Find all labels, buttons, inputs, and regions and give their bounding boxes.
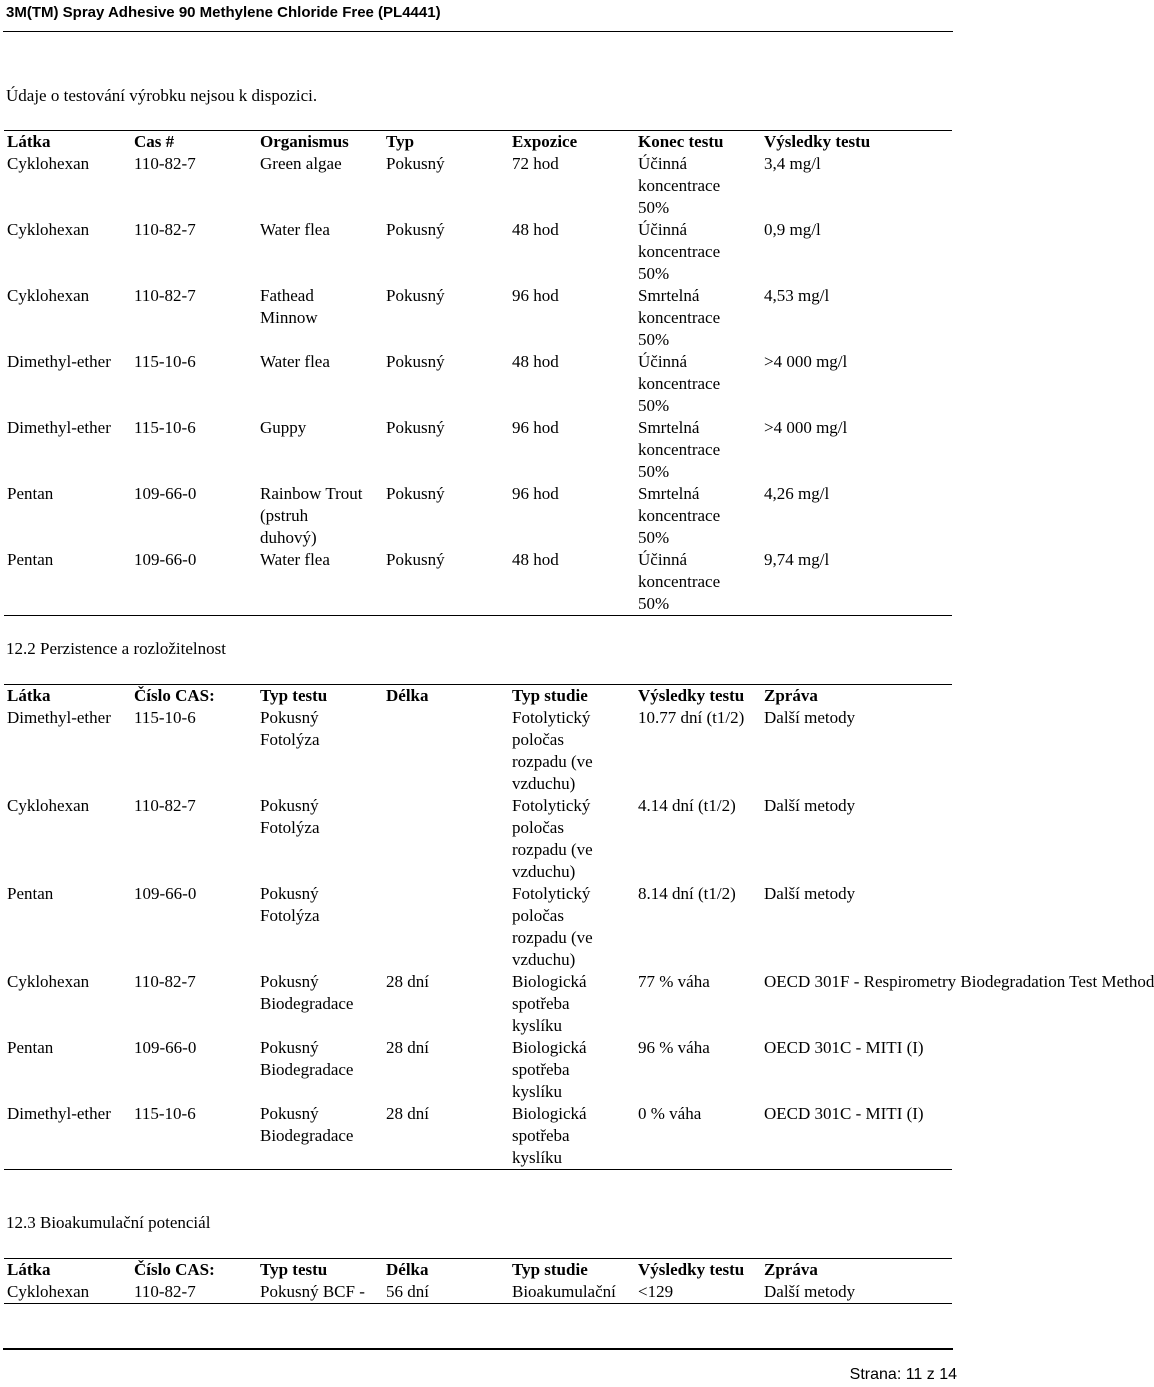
table-cell: Účinná koncentrace 50% — [638, 550, 721, 613]
table-cell: Účinná koncentrace 50% — [638, 154, 721, 217]
table-cell: 56 dní — [386, 1282, 429, 1301]
table-cell: Další metody — [764, 796, 856, 815]
table-cell: 109-66-0 — [134, 1038, 197, 1057]
table-row — [4, 153, 952, 219]
table-cell: Fotolytický poločas rozpadu (ve vzduchu) — [512, 708, 593, 793]
column-header: Látka — [7, 132, 51, 151]
table-cell: Biologická spotřeba kyslíku — [512, 1038, 587, 1101]
table-cell: Pentan — [7, 884, 54, 903]
table-cell: Cyklohexan — [7, 796, 90, 815]
column-header: Číslo CAS: — [134, 686, 215, 705]
table-row — [4, 795, 952, 883]
footer-rule — [3, 1348, 953, 1350]
table-cell: Další metody — [764, 708, 856, 727]
table-header-row — [4, 1259, 952, 1282]
table-cell: Bioakumulační — [512, 1282, 616, 1301]
table-cell: Biologická spotřeba kyslíku — [512, 1104, 587, 1167]
document-title: 3M(TM) Spray Adhesive 90 Methylene Chloride Free (PL4441) — [6, 4, 441, 21]
table-cell: 110-82-7 — [134, 1282, 196, 1301]
table-cell: 109-66-0 — [134, 884, 197, 903]
column-header: Cas # — [134, 132, 175, 151]
table-cell: Dimethyl-ether — [7, 352, 111, 371]
header-rule — [3, 31, 953, 32]
table-row — [4, 417, 952, 483]
table-cell: Smrtelná koncentrace 50% — [638, 286, 721, 349]
table-cell: 110-82-7 — [134, 796, 196, 815]
table-cell: Pokusný Biodegradace — [260, 1104, 354, 1145]
column-header: Typ testu — [260, 686, 328, 705]
table-cell: 0,9 mg/l — [764, 220, 821, 239]
column-header: Organismus — [260, 132, 349, 151]
ecotoxicity-table — [4, 130, 952, 616]
table-cell: Pokusný Fotolýza — [260, 884, 320, 925]
table-cell: Pokusný — [386, 418, 445, 437]
table-row — [4, 971, 952, 1037]
table-cell: Cyklohexan — [7, 220, 90, 239]
table-cell: Smrtelná koncentrace 50% — [638, 484, 721, 547]
column-header: Látka — [7, 1260, 51, 1279]
table-cell: Cyklohexan — [7, 286, 90, 305]
table-cell: Fathead Minnow — [260, 286, 318, 327]
table-cell: 0 % váha — [638, 1104, 702, 1123]
section-heading-bioaccumulation: 12.3 Bioakumulační potenciál — [6, 1213, 211, 1232]
column-header: Délka — [386, 686, 429, 705]
table-cell: Smrtelná koncentrace 50% — [638, 418, 721, 481]
table-cell: Fotolytický poločas rozpadu (ve vzduchu) — [512, 884, 593, 969]
table-cell: 72 hod — [512, 154, 559, 173]
table-header-row — [4, 131, 952, 154]
table-cell: 4,26 mg/l — [764, 484, 830, 503]
column-header: Délka — [386, 1260, 429, 1279]
persistence-table — [4, 684, 1154, 1170]
table-cell: 115-10-6 — [134, 418, 196, 437]
table-cell: OECD 301C - MITI (I) — [764, 1038, 924, 1057]
table-cell: Guppy — [260, 418, 307, 437]
table-cell: Pokusný Biodegradace — [260, 972, 354, 1013]
page-number: Strana: 11 z 14 — [849, 1366, 957, 1383]
table-row — [4, 219, 952, 285]
table-cell: Pokusný — [386, 484, 445, 503]
table-cell: Účinná koncentrace 50% — [638, 352, 721, 415]
table-cell: 115-10-6 — [134, 1104, 196, 1123]
table-cell: 115-10-6 — [134, 352, 196, 371]
table-row — [4, 549, 952, 616]
table-row — [4, 351, 952, 417]
column-header: Látka — [7, 686, 51, 705]
table-cell: Pentan — [7, 1038, 54, 1057]
table-cell: Pentan — [7, 484, 54, 503]
table-cell: 3,4 mg/l — [764, 154, 821, 173]
table-cell: OECD 301F - Respirometry Biodegradation Test Method — [764, 972, 1154, 991]
table-cell: Green algae — [260, 154, 342, 173]
table-cell: 115-10-6 — [134, 708, 196, 727]
table-cell: 48 hod — [512, 220, 559, 239]
table-cell: <129 — [638, 1282, 674, 1301]
table-cell: 96 % váha — [638, 1038, 710, 1057]
table-cell: 96 hod — [512, 286, 559, 305]
column-header: Zpráva — [764, 1260, 818, 1279]
bioaccumulation-table — [4, 1258, 952, 1304]
table-cell: 9,74 mg/l — [764, 550, 830, 569]
table-cell: Účinná koncentrace 50% — [638, 220, 721, 283]
table-cell: 110-82-7 — [134, 220, 196, 239]
table-cell — [383, 795, 509, 883]
table-cell — [383, 707, 509, 795]
table-cell: >4 000 mg/l — [764, 418, 848, 437]
table-cell: Biologická spotřeba kyslíku — [512, 972, 587, 1035]
table-cell: 48 hod — [512, 352, 559, 371]
table-row — [4, 707, 952, 795]
column-header: Expozice — [512, 132, 578, 151]
column-header: Výsledky testu — [638, 686, 745, 705]
table-cell: 110-82-7 — [134, 972, 196, 991]
table-cell: Další metody — [764, 884, 856, 903]
table-cell: Dimethyl-ether — [7, 418, 111, 437]
table-cell: 8.14 dní (t1/2) — [638, 884, 736, 903]
table-cell: Dimethyl-ether — [7, 708, 111, 727]
table-cell: 96 hod — [512, 484, 559, 503]
table-cell: 109-66-0 — [134, 484, 197, 503]
section-heading-persistence: 12.2 Perzistence a rozložitelnost — [6, 639, 226, 658]
table-cell: 96 hod — [512, 418, 559, 437]
table-row — [4, 1103, 952, 1170]
column-header: Typ studie — [512, 686, 588, 705]
table-cell: 4.14 dní (t1/2) — [638, 796, 736, 815]
table-cell: Pokusný — [386, 352, 445, 371]
table-cell: Další metody — [764, 1282, 856, 1301]
table-cell: 10.77 dní (t1/2) — [638, 708, 745, 727]
column-header: Výsledky testu — [764, 132, 871, 151]
table-cell — [383, 883, 509, 971]
table-cell: Pokusný — [386, 550, 445, 569]
table-header-row — [4, 685, 952, 708]
column-header: Konec testu — [638, 132, 724, 151]
table-row — [4, 883, 952, 971]
column-header: Typ — [386, 132, 415, 151]
table-cell: Water flea — [260, 352, 330, 371]
table-cell: 110-82-7 — [134, 154, 196, 173]
column-header: Typ testu — [260, 1260, 328, 1279]
table-cell: 28 dní — [386, 972, 429, 991]
table-cell: 28 dní — [386, 1038, 429, 1057]
column-header: Výsledky testu — [638, 1260, 745, 1279]
column-header: Zpráva — [764, 686, 818, 705]
table-cell: Pokusný Fotolýza — [260, 708, 320, 749]
table-cell: Pokusný — [386, 154, 445, 173]
table-row — [4, 1281, 952, 1304]
column-header: Číslo CAS: — [134, 1260, 215, 1279]
table-cell: Pokusný BCF - — [260, 1282, 365, 1301]
table-row — [4, 1037, 952, 1103]
table-cell: 4,53 mg/l — [764, 286, 830, 305]
column-header: Typ studie — [512, 1260, 588, 1279]
no-product-data-note: Údaje o testování výrobku nejsou k dispozici. — [6, 86, 318, 105]
table-cell: Pokusný — [386, 220, 445, 239]
table-cell: Pokusný Biodegradace — [260, 1038, 354, 1079]
table-cell: 28 dní — [386, 1104, 429, 1123]
table-cell: Pentan — [7, 550, 54, 569]
table-cell: Fotolytický poločas rozpadu (ve vzduchu) — [512, 796, 593, 881]
table-cell: Rainbow Trout (pstruh duhový) — [260, 484, 363, 547]
table-row — [4, 285, 952, 351]
table-cell: OECD 301C - MITI (I) — [764, 1104, 924, 1123]
table-cell: Water flea — [260, 220, 330, 239]
table-cell: Pokusný — [386, 286, 445, 305]
table-cell: Cyklohexan — [7, 1282, 90, 1301]
table-row — [4, 483, 952, 549]
table-cell: Pokusný Fotolýza — [260, 796, 320, 837]
table-cell: 48 hod — [512, 550, 559, 569]
table-cell: 110-82-7 — [134, 286, 196, 305]
table-cell: 109-66-0 — [134, 550, 197, 569]
table-cell: 77 % váha — [638, 972, 710, 991]
table-cell: >4 000 mg/l — [764, 352, 848, 371]
table-cell: Water flea — [260, 550, 330, 569]
table-cell: Dimethyl-ether — [7, 1104, 111, 1123]
table-cell: Cyklohexan — [7, 154, 90, 173]
table-cell: Cyklohexan — [7, 972, 90, 991]
